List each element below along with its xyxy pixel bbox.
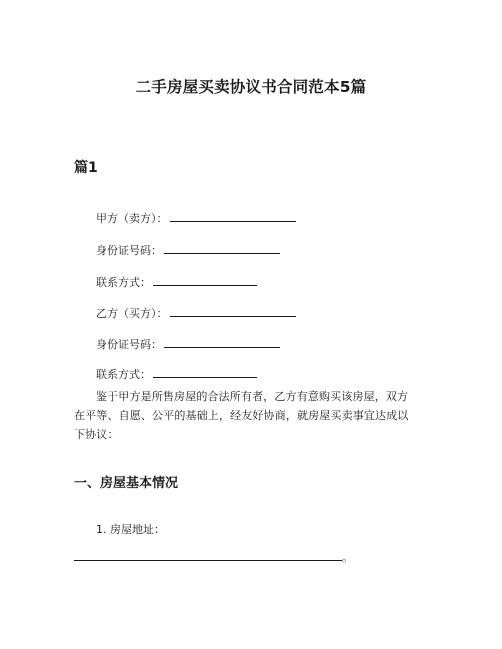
seller-id-blank [164,242,280,254]
property-address-period: 。 [342,551,353,564]
document-title: 二手房屋买卖协议书合同范本5篇 [135,78,367,96]
seller-id-field [96,242,280,259]
seller-id-label: 身份证号码： [96,244,162,257]
buyer-name-field [96,305,296,322]
part-heading: 篇1 [74,160,98,176]
buyer-contact-field [96,366,257,383]
buyer-name-blank [170,305,296,317]
seller-name-label: 甲方（卖方）： [96,212,168,225]
seller-contact-blank [153,274,257,286]
seller-name-field [96,210,296,227]
buyer-id-label: 身份证号码： [96,338,162,351]
property-address-line [74,549,353,566]
seller-contact-label: 联系方式： [96,276,151,289]
seller-contact-field [96,274,257,291]
section-heading-property-info: 一、房屋基本情况 [74,476,179,491]
property-address-blank [74,549,342,561]
buyer-contact-blank [153,366,257,378]
buyer-name-label: 乙方（买方）： [96,307,168,320]
preamble-paragraph: 鉴于甲方是所售房屋的合法所有者，乙方有意购买该房屋，双方在平等、自愿、公平的基础上，经友好协商，就房屋买卖事宜达成以下协议： [74,390,409,441]
buyer-id-field [96,336,280,353]
property-address-label: 1. 房屋地址： [96,523,165,536]
seller-name-blank [170,210,296,222]
buyer-id-blank [164,336,280,348]
buyer-contact-label: 联系方式： [96,368,151,381]
